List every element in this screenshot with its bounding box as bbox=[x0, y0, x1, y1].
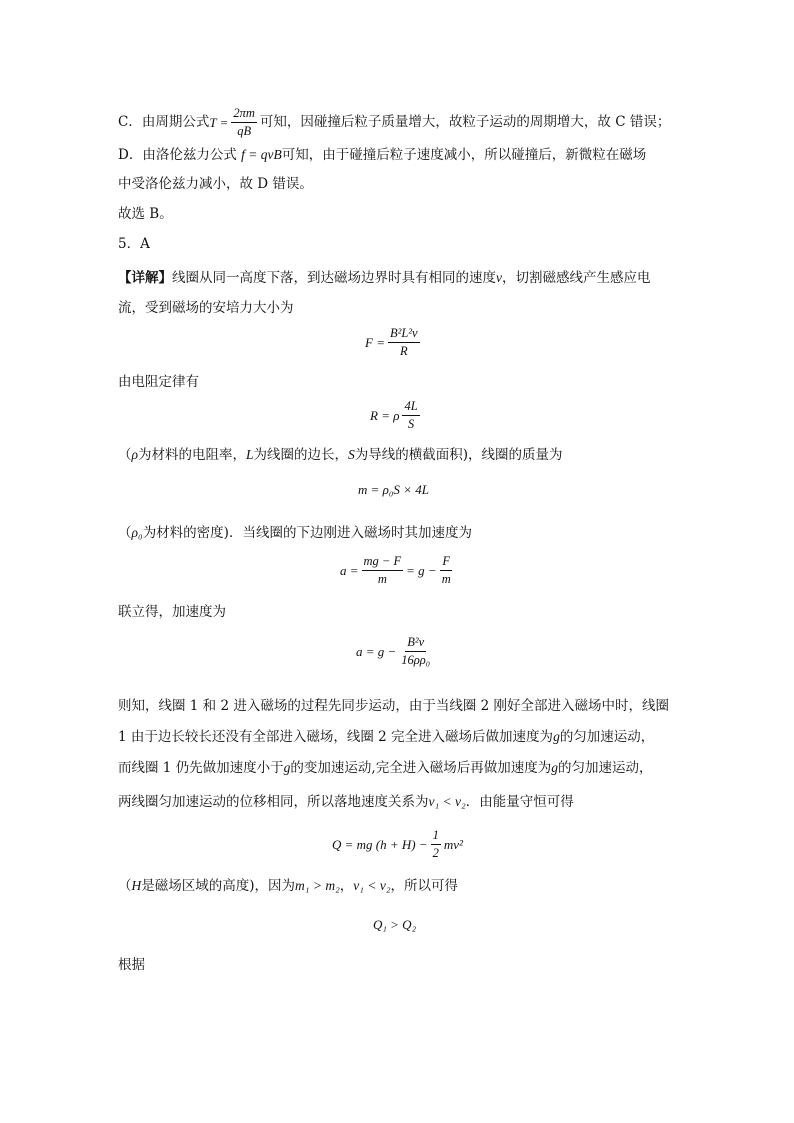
lorentz-formula: f = qvB bbox=[241, 147, 282, 162]
analysis-4-pre: 两线圈匀加速运动的位移相同，所以落地速度关系为 bbox=[118, 794, 429, 810]
analysis-line-4 bbox=[118, 792, 574, 812]
resistance-denominator: S bbox=[407, 417, 415, 431]
analysis-3-post: 的匀加速运动， bbox=[557, 760, 653, 776]
accel1-denominator: m bbox=[377, 572, 387, 586]
gravity-symbol-2: g bbox=[283, 760, 291, 775]
accel2-numerator: B²v bbox=[405, 635, 426, 652]
mass-relation: m₁ > m₂ bbox=[295, 878, 340, 893]
energy-tail: mv² bbox=[443, 836, 463, 852]
force-fraction bbox=[388, 326, 420, 359]
velocity-relation-2: v₁ < v₂ bbox=[353, 878, 391, 893]
resistance-fraction bbox=[402, 399, 419, 432]
rho-text-2: 为线圈的边长， bbox=[253, 447, 348, 463]
analysis-2-pre: 1 由于边长较长还没有全部进入磁场，线圈 2 完全进入磁场后做加速度为 bbox=[118, 729, 554, 745]
choose-line: 故选 B。 bbox=[118, 206, 173, 222]
period-fraction bbox=[231, 106, 257, 139]
detail-line-2: 流，受到磁场的安培力大小为 bbox=[118, 300, 294, 316]
acceleration-formula-1 bbox=[340, 554, 456, 587]
rho0-text: 为材料的密度)．当线圈的下边刚进入磁场时其加速度为 bbox=[142, 525, 472, 541]
accel1-lhs: a = bbox=[340, 562, 359, 578]
resistance-numerator: 4L bbox=[402, 399, 419, 416]
height-symbol: H bbox=[131, 878, 142, 893]
accel1-denominator-2: m bbox=[441, 572, 451, 586]
detail-line-1 bbox=[118, 268, 651, 288]
line-c-prefix: C．由周期公式 bbox=[118, 114, 210, 130]
period-formula bbox=[209, 106, 260, 139]
detail-text-a: 线圈从同一高度下落，到达磁场边界时具有相同的速度 bbox=[172, 270, 496, 286]
resistance-lhs: R = ρ bbox=[370, 407, 400, 423]
velocity-relation: v₁ < v₂ bbox=[428, 794, 466, 809]
velocity-symbol: v bbox=[496, 270, 502, 285]
line-d-2: 中受洛伦兹力减小，故 D 错误。 bbox=[118, 176, 313, 192]
question-5-answer: 5．A bbox=[118, 236, 150, 252]
h-text: 是磁场区域的高度)，因为 bbox=[141, 878, 296, 894]
accel2-denominator: 16ρρ₀ bbox=[401, 653, 431, 667]
detail-tag: 【详解】 bbox=[118, 270, 172, 286]
rho-open-paren: （ bbox=[118, 447, 132, 463]
accel2-lhs: a = g − bbox=[356, 643, 397, 659]
mass-formula: m = ρ₀S × 4L bbox=[358, 482, 429, 497]
density-explanation-line bbox=[118, 523, 472, 543]
analysis-line-3 bbox=[118, 758, 652, 778]
detail-text-b: ，切割磁感线产生感应电 bbox=[502, 270, 651, 286]
energy-denominator: 2 bbox=[432, 846, 439, 860]
h-open-paren: （ bbox=[118, 878, 132, 894]
gravity-symbol: g bbox=[553, 729, 560, 744]
accel1-mid: = g − bbox=[406, 562, 437, 578]
accel1-fraction bbox=[362, 554, 404, 587]
h-post: ，所以可得 bbox=[390, 878, 459, 894]
gravity-symbol-3: g bbox=[551, 760, 558, 775]
period-lhs: T = bbox=[209, 114, 229, 130]
resistance-law-line: 由电阻定律有 bbox=[118, 374, 199, 390]
acceleration-formula-2 bbox=[356, 635, 435, 668]
area-symbol: S bbox=[348, 447, 355, 462]
ampere-force-formula bbox=[365, 326, 423, 359]
line-d-suffix: 可知，由于碰撞后粒子速度减小，所以碰撞后，新微粒在磁场 bbox=[281, 147, 647, 163]
period-numerator: 2πm bbox=[231, 106, 257, 123]
resistance-formula bbox=[370, 399, 423, 432]
rho-text-3: 为导线的横截面积)，线圈的质量为 bbox=[354, 447, 563, 463]
combine-line: 联立得，加速度为 bbox=[118, 604, 226, 620]
analysis-3-mid: 的变加速运动,完全进入磁场后再做加速度为 bbox=[290, 760, 552, 776]
rho0-symbol: ρ₀ bbox=[131, 525, 143, 540]
force-denominator: R bbox=[399, 344, 408, 358]
analysis-2-post: 的匀加速运动， bbox=[559, 729, 655, 745]
energy-lhs: Q = mg (h + H) − bbox=[332, 836, 428, 852]
accel1-numerator: mg − F bbox=[362, 554, 404, 571]
force-lhs: F = bbox=[365, 334, 385, 350]
force-numerator: B²L²v bbox=[388, 326, 420, 343]
rho-text-1: 为材料的电阻率， bbox=[137, 447, 246, 463]
line-d bbox=[118, 145, 646, 165]
line-c bbox=[118, 106, 670, 139]
rho-symbol: ρ bbox=[131, 447, 138, 462]
length-symbol: L bbox=[245, 447, 254, 462]
line-c-suffix: 可知，因碰撞后粒子质量增大，故粒子运动的周期增大，故 C 错误； bbox=[259, 114, 671, 130]
rho0-open-paren: （ bbox=[118, 525, 132, 541]
analysis-4-post: ．由能量守恒可得 bbox=[465, 794, 574, 810]
height-explanation-line bbox=[118, 876, 458, 896]
period-denominator: qB bbox=[237, 124, 252, 138]
energy-formula bbox=[332, 828, 463, 861]
accel1-fraction-2 bbox=[440, 554, 453, 587]
accel1-numerator-2: F bbox=[440, 554, 452, 571]
accel2-fraction bbox=[399, 635, 432, 668]
energy-fraction bbox=[431, 828, 441, 861]
energy-numerator: 1 bbox=[431, 828, 441, 845]
basis-line: 根据 bbox=[118, 957, 145, 973]
analysis-3-pre: 而线圈 1 仍先做加速度小于 bbox=[118, 760, 284, 776]
analysis-line-1: 则知，线圈 1 和 2 进入磁场的过程先同步运动，由于当线圈 2 刚好全部进入磁场中时，线圈 bbox=[118, 698, 670, 714]
line-d-prefix: D．由洛伦兹力公式 bbox=[118, 147, 237, 163]
h-sep: ， bbox=[339, 878, 354, 894]
heat-relation: Q₁ > Q₂ bbox=[373, 917, 417, 932]
analysis-line-2 bbox=[118, 727, 654, 747]
rho-explanation-line bbox=[118, 445, 563, 465]
